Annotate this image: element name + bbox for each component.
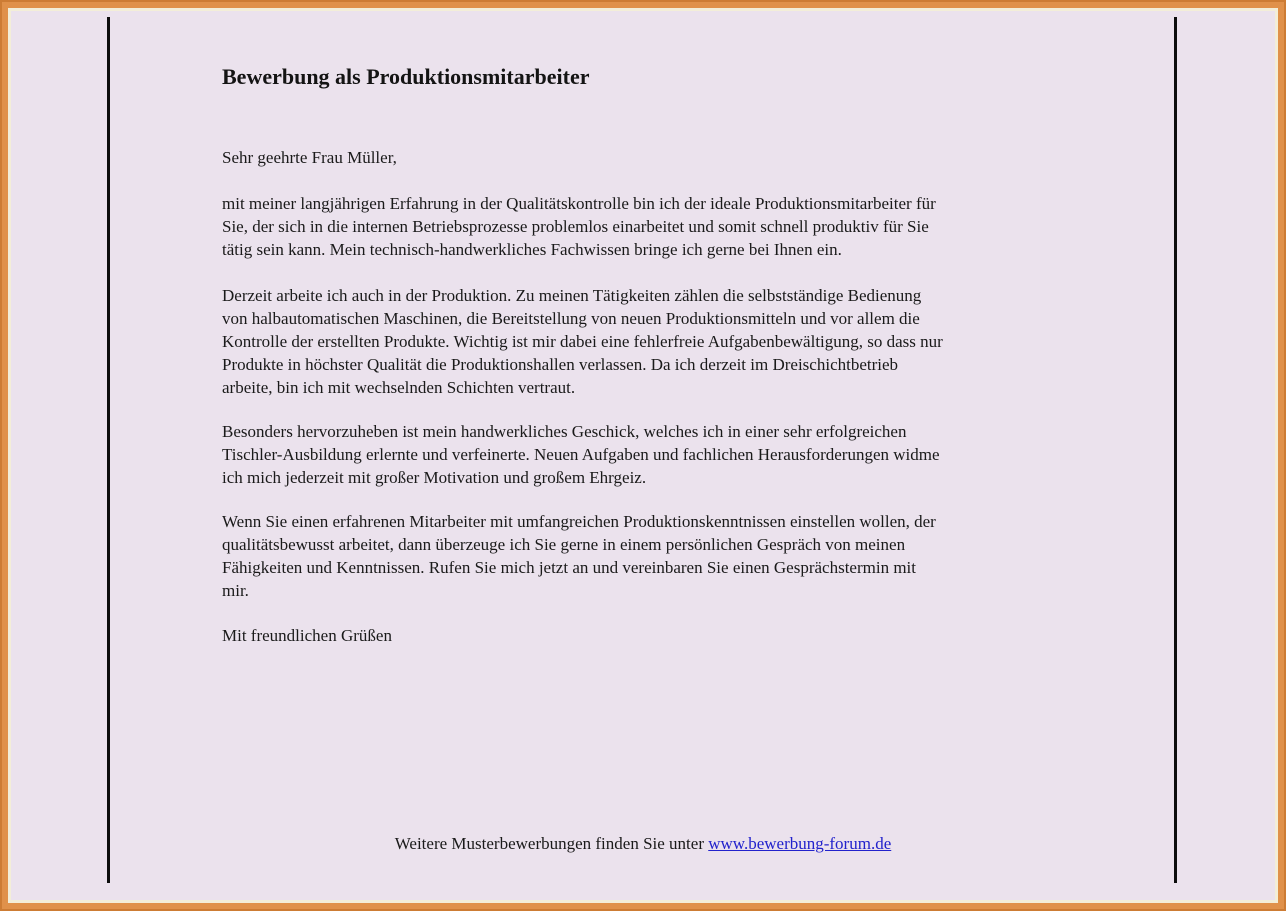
text-line: qualitätsbewusst arbeitet, dann überzeuge ich Sie gerne in einem persönlichen Gespräch von meinen [222, 535, 906, 554]
text-line: arbeite, bin ich mit wechselnden Schichten vertraut. [222, 378, 576, 397]
text-line: Besonders hervorzuheben ist mein handwerkliches Geschick, welches ich in einer sehr erfolgreichen [222, 422, 907, 441]
paragraph-experience [222, 192, 1082, 261]
text-line: Fähigkeiten und Kenntnissen. Rufen Sie mich jetzt an und vereinbaren Sie einen Gesprächstermin mit [222, 558, 916, 577]
closing-formula: Mit freundlichen Grüßen [222, 626, 392, 645]
left-vertical-rule [107, 17, 110, 883]
text-line: tätig sein kann. Mein technisch-handwerkliches Fachwissen bringe ich gerne bei Ihnen ein. [222, 240, 842, 259]
paragraph-current-job [222, 284, 1082, 399]
text-line: Sie, der sich in die internen Betriebsprozesse problemlos einarbeitet und somit schnell produktiv für Sie [222, 217, 929, 236]
text-line: Kontrolle der erstellten Produkte. Wichtig ist mir dabei eine fehlerfreie Aufgabenbewältigung, so dass nur [222, 332, 943, 351]
text-line: Tischler-Ausbildung erlernte und verfeinerte. Neuen Aufgaben und fachlichen Herausforderungen widme [222, 445, 940, 464]
text-line: Derzeit arbeite ich auch in der Produktion. Zu meinen Tätigkeiten zählen die selbstständige Bedienung [222, 286, 922, 305]
footer-link[interactable]: www.bewerbung-forum.de [708, 834, 892, 853]
footer [0, 832, 1286, 855]
text-line: Produkte in höchster Qualität die Produktionshallen verlassen. Da ich derzeit im Dreischichtbetrieb [222, 355, 899, 374]
text-line: von halbautomatischen Maschinen, die Bereitstellung von neuen Produktionsmitteln und vor allem die [222, 309, 920, 328]
text-line: Wenn Sie einen erfahrenen Mitarbeiter mit umfangreichen Produktionskenntnissen einstellen wollen, der [222, 512, 936, 531]
letter-title: Bewerbung als Produktionsmitarbeiter [222, 63, 590, 89]
right-vertical-rule [1174, 17, 1177, 883]
text-line: mit meiner langjährigen Erfahrung in der Qualitätskontrolle bin ich der ideale Produktionsmitarbeiter für [222, 194, 936, 213]
paragraph-skills [222, 420, 1082, 489]
text-line: mir. [222, 581, 249, 600]
salutation: Sehr geehrte Frau Müller, [222, 148, 397, 167]
paragraph-call-to-action [222, 510, 1082, 602]
footer-text: Weitere Musterbewerbungen finden Sie unter [394, 834, 709, 853]
text-line: ich mich jederzeit mit großer Motivation und großem Ehrgeiz. [222, 468, 647, 487]
